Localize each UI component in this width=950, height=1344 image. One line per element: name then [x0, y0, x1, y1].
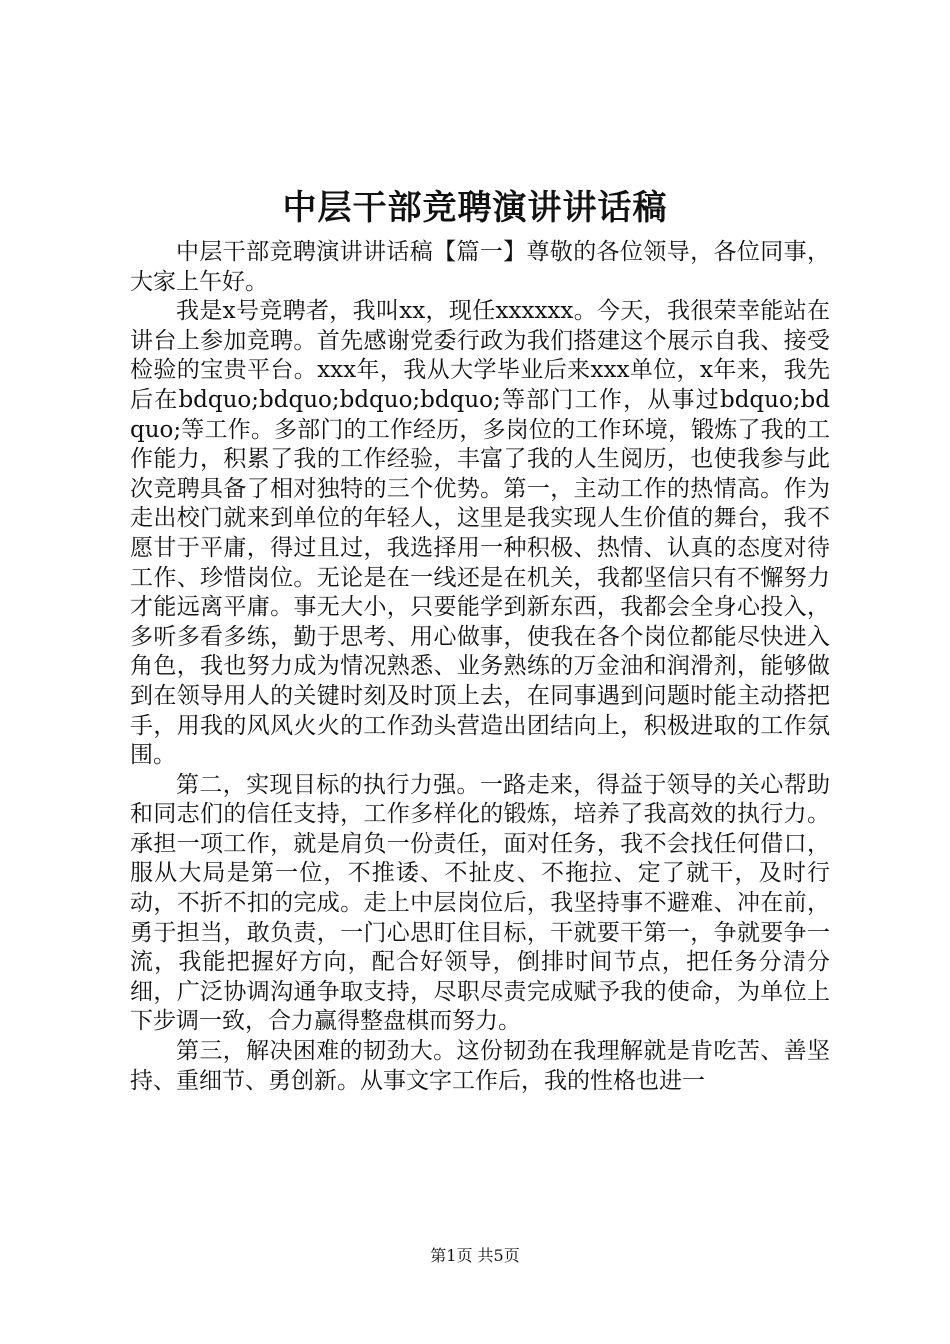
paragraph: 我是x号竞聘者，我叫xx，现任xxxxxx。今天，我很荣幸能站在讲台上参加竞聘。首先感谢党委行政为我们搭建这个展示自我、接受检验的宝贵平台。xxx年，我从大学毕业后来xxx单位，x年来，我先后在bdquo;bdquo;bdquo;bdquo;等部门工作，从事过bdquo;bdquo;等工作。多部门的工作经历，多岗位的工作环境，锻炼了我的工作能力，积累了我的工作经验，丰富了我的人生阅历，也使我参与此次竞聘具备了相对独特的三个优势。第一，主动工作的热情高。作为走出校门就来到单位的年轻人，这里是我实现人生价值的舞台，我不愿甘于平庸，得过且过，我选择用一种积极、热情、认真的态度对待工作、珍惜岗位。无论是在一线还是在机关，我都坚信只有不懈努力才能远离平庸。事无大小，只要能学到新东西，我都会全身心投入，多听多看多练，勤于思考、用心做事，使我在各个岗位都能尽快进入角色，我也努力成为情况熟悉、业务熟练的万金油和润滑剂，能够做到在领导用人的关键时刻及时顶上去，在同事遇到问题时能主动搭把手，用我的风风火火的工作劲头营造出团结向上，积极进取的工作氛围。 [130, 298, 830, 769]
document-title: 中层干部竞聘演讲讲话稿 [282, 188, 668, 228]
paragraph: 中层干部竞聘演讲讲话稿【篇一】尊敬的各位领导，各位同事，大家上午好。 [130, 239, 830, 295]
page-number-footer: 第1页 共5页 [430, 1246, 520, 1265]
paragraph: 第三，解决困难的韧劲大。这份韧劲在我理解就是肯吃苦、善坚持、重细节、勇创新。从事文字工作后，我的性格也进一 [130, 1038, 830, 1094]
paragraph: 第二，实现目标的执行力强。一路走来，得益于领导的关心帮助和同志们的信任支持，工作多样化的锻炼，培养了我高效的执行力。承担一项工作，就是肩负一份责任，面对任务，我不会找任何借口，服从大局是第一位，不推诿、不扯皮、不拖拉、定了就干，及时行动，不折不扣的完成。走上中层岗位后，我坚持事不避难、冲在前，勇于担当，敢负责，一门心思盯住目标，干就要干第一，争就要争一流，我能把握好方向，配合好领导，倒排时间节点，把任务分清分细，广泛协调沟通争取支持，尽职尽责完成赋予我的使命，为单位上下步调一致，合力赢得整盘棋而努力。 [130, 771, 830, 1035]
document-body [130, 238, 830, 1096]
